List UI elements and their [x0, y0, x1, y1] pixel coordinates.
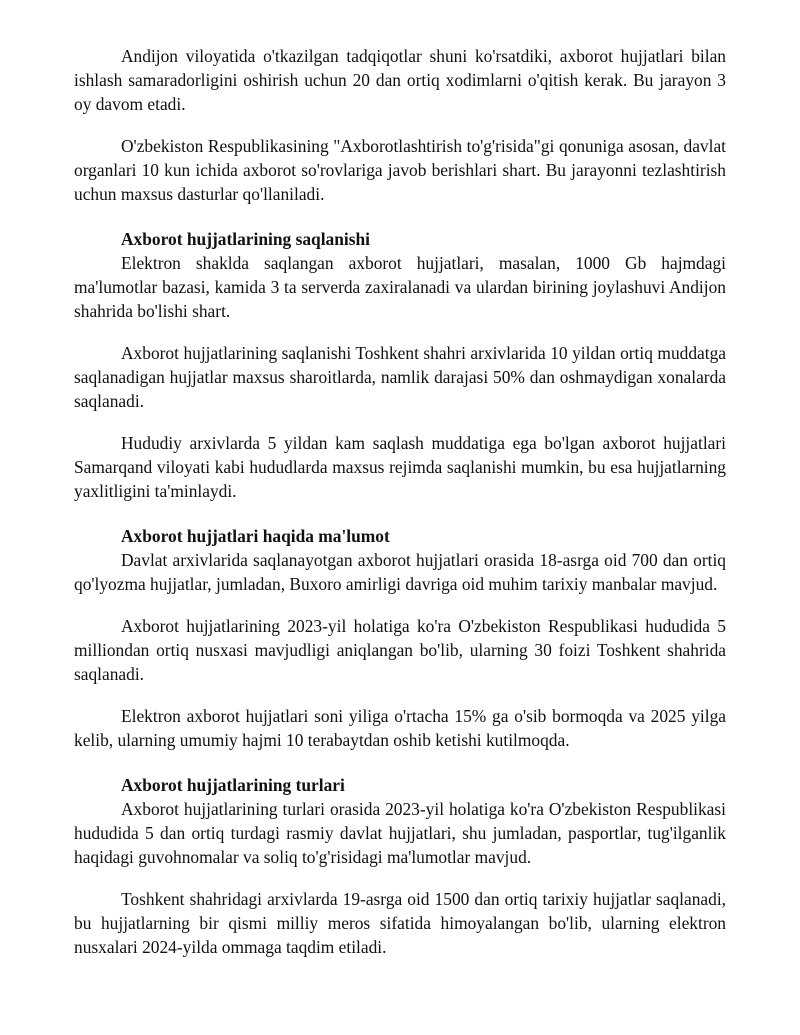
- paragraph: Andijon viloyatida o'tkazilgan tadqiqotlar shuni ko'rsatdiki, axborot hujjatlari bilan ishlash samaradorligini oshirish uchun 20 dan ortiq xodimlarni o'qitish kerak. Bu jarayon 3 oy davom etadi.: [74, 46, 726, 114]
- paragraph: Axborot hujjatlarining 2023-yil holatiga ko'ra O'zbekiston Respublikasi hududida 5 milliondan ortiq nusxasi mavjudligi aniqlangan bo'lib, ularning 30 foizi Toshkent shahrida saqlanadi.: [74, 616, 726, 684]
- paragraph: Elektron axborot hujjatlari soni yiliga o'rtacha 15% ga o'sib bormoqda va 2025 yilga kelib, ularning umumiy hajmi 10 terabaytdan oshib ketishi kutilmoqda.: [74, 706, 726, 750]
- paragraph: Axborot hujjatlarining turlari orasida 2023-yil holatiga ko'ra O'zbekiston Respublikasi hududida 5 dan ortiq turdagi rasmiy davlat hujjatlari, shu jumladan, pasportlar, tug'ilganlik haqidagi guvohnomalar va soliq to'g'risidagi ma'lumotlar mavjud.: [74, 799, 726, 867]
- types-section: [74, 773, 726, 959]
- intro-section: [74, 44, 726, 206]
- section-heading: Axborot hujjatlarining saqlanishi: [121, 229, 371, 249]
- info-section: [74, 524, 726, 752]
- document-page: [74, 44, 726, 959]
- paragraph: Davlat arxivlarida saqlanayotgan axborot hujjatlari orasida 18-asrga oid 700 dan ortiq qo'lyozma hujjatlar, jumladan, Buxoro amirligi davriga oid muhim tarixiy manbalar mavjud.: [74, 550, 726, 594]
- paragraph: Toshkent shahridagi arxivlarda 19-asrga oid 1500 dan ortiq tarixiy hujjatlar saqlanadi, bu hujjatlarning bir qismi milliy meros sifatida himoyalangan bo'lib, ularning elektron nusxalari 2024-yilda ommaga taqdim etiladi.: [74, 889, 726, 957]
- paragraph: O'zbekiston Respublikasining "Axborotlashtirish to'g'risida"gi qonuniga asosan, davlat organlari 10 kun ichida axborot so'rovlariga javob berishlari shart. Bu jarayonni tezlashtirish uchun maxsus dasturlar qo'llaniladi.: [74, 136, 726, 204]
- section-heading: Axborot hujjatlarining turlari: [121, 775, 345, 795]
- paragraph: Axborot hujjatlarining saqlanishi Toshkent shahri arxivlarida 10 yildan ortiq muddatga saqlanadigan hujjatlar maxsus sharoitlarda, namlik darajasi 50% dan oshmaydigan xonalarda saqlanadi.: [74, 343, 726, 411]
- section-heading: Axborot hujjatlari haqida ma'lumot: [121, 526, 390, 546]
- storage-section: [74, 227, 726, 503]
- paragraph: Elektron shaklda saqlangan axborot hujjatlari, masalan, 1000 Gb hajmdagi ma'lumotlar bazasi, kamida 3 ta serverda zaxiralanadi va ulardan birining joylashuvi Andijon shahrida bo'lishi shart.: [74, 253, 726, 321]
- paragraph: Hududiy arxivlarda 5 yildan kam saqlash muddatiga ega bo'lgan axborot hujjatlari Samarqand viloyati kabi hududlarda maxsus rejimda saqlanishi mumkin, bu esa hujjatlarning yaxlitligini ta'minlaydi.: [74, 433, 726, 501]
